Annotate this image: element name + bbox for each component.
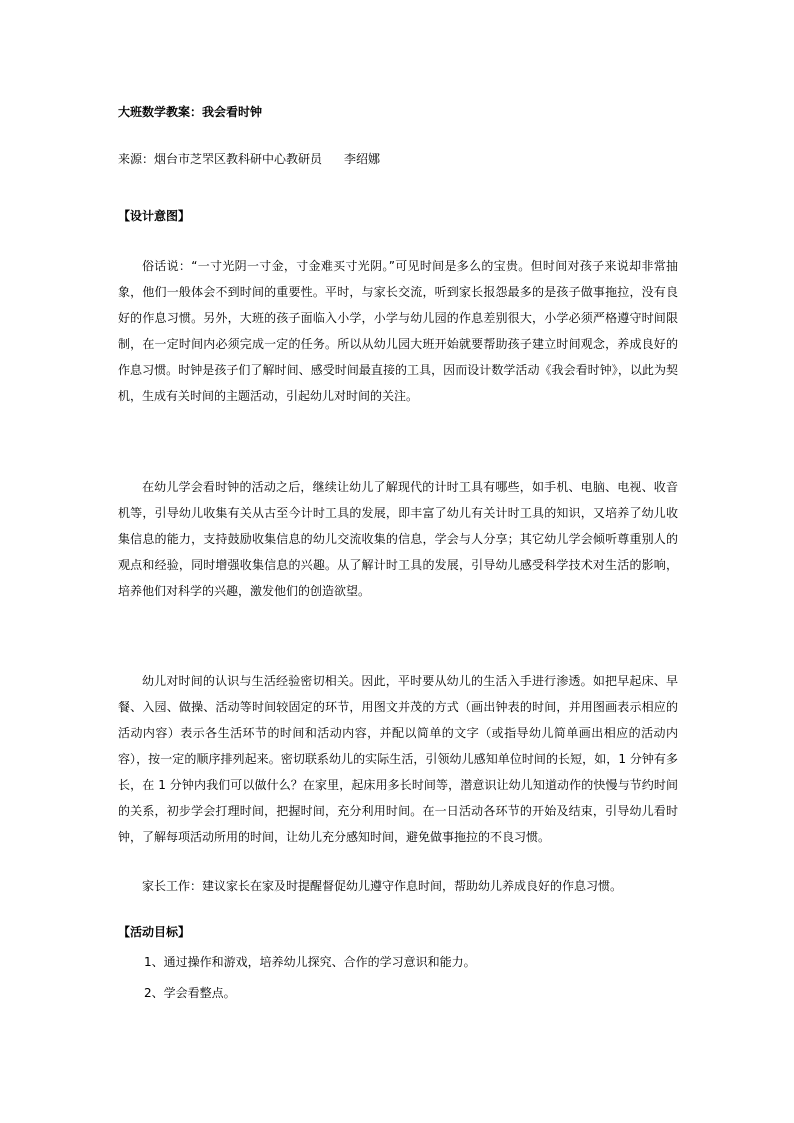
paragraph-design-intent-2: 在幼儿学会看时钟的活动之后，继续让幼儿了解现代的计时工具有哪些，如手机、电脑、电视、收音机等，引导幼儿收集有关从古至今计时工具的发展，即丰富了幼儿有关计时工具的知识，又培养了幼儿收集信息的能力，支持鼓励收集信息的幼儿交流收集的信息，学会与人分享；其它幼儿学会倾听尊重别人的观点和经验，同时增强收集信息的兴趣。从了解计时工具的发展，引导幼儿感受科学技术对生活的影响，培养他们对科学的兴趣，激发他们的创造欲望。: [118, 480, 678, 598]
source-author: 李绍娜: [344, 152, 381, 166]
source-label: 来源：烟台市芝罘区教科研中心教研员: [118, 152, 323, 166]
paragraph-parent-work: 家长工作：建议家长在家及时提醒督促幼儿遵守作息时间，帮助幼儿养成良好的作息习惯。: [142, 879, 623, 893]
section-heading-design-intent: 【设计意图】: [118, 209, 191, 223]
goal-item: 2、学会看整点。: [144, 986, 236, 1000]
source-line: [118, 151, 380, 167]
goal-item: 1、通过操作和游戏，培养幼儿探究、合作的学习意识和能力。: [144, 955, 476, 969]
paragraph-design-intent-1: 俗话说：“一寸光阴一寸金，寸金难买寸光阴。”可见时间是多么的宝贵。但时间对孩子来说却非常抽象，他们一般体会不到时间的重要性。平时，与家长交流，听到家长报怨最多的是孩子做事拖拉，没有良好的作息习惯。另外，大班的孩子面临入小学，小学与幼儿园的作息差别很大，小学必须严格遵守时间限制，在一定时间内必须完成一定的任务。所以从幼儿园大班开始就要帮助孩子建立时间观念，养成良好的作息习惯。时钟是孩子们了解时间、感受时间最直接的工具，因而设计数学活动《我会看时钟》，以此为契机，生成有关时间的主题活动，引起幼儿对时间的关注。: [118, 259, 678, 403]
section-heading-activity-goals: 【活动目标】: [118, 925, 191, 939]
paragraph-design-intent-3: 幼儿对时间的认识与生活经验密切相关。因此，平时要从幼儿的生活入手进行渗透。如把早起床、早餐、入园、做操、活动等时间较固定的环节，用图文并茂的方式（画出钟表的时间，并用图画表示相应的活动内容）表示各生活环节的时间和活动内容，并配以简单的文字（或指导幼儿简单画出相应的活动内容），按一定的顺序排列起来。密切联系幼儿的实际生活，引领幼儿感知单位时间的长短，如，1 分钟有多长，在 1 分钟内我们可以做什么？在家里，起床用多长时间等，潜意识让幼儿知道动作的快慢与节约时间的关系，初步学会打理时间，把握时间，充分利用时间。在一日活动各环节的开始及结束，引导幼儿看时钟，了解每项活动所用的时间，让幼儿充分感知时间，避免做事拖拉的不良习惯。: [118, 674, 678, 844]
document-title: 大班数学教案：我会看时钟: [118, 105, 263, 119]
